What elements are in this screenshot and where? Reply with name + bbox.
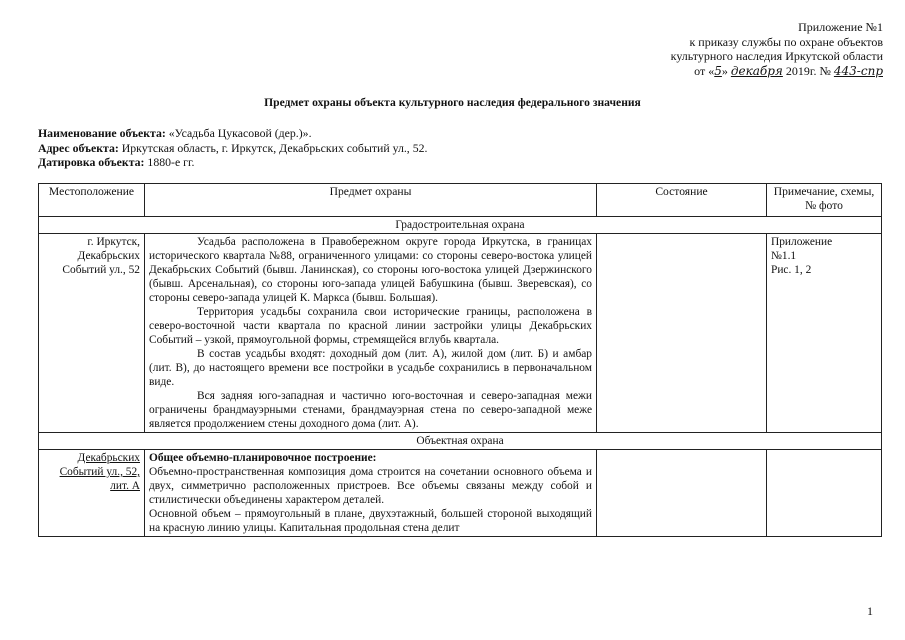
subject-cell — [145, 234, 597, 433]
subject-paragraph: Вся задняя юго-западная и частично юго-восточная и северо-западная межи ограничены брандмауэрными стенами, брандмауэрная стена по северо-западной меже является продолжением стены доходного дома (лит. А). — [149, 390, 592, 430]
handwritten-month: декабря — [730, 63, 783, 78]
state-cell — [597, 450, 767, 537]
protection-subject-table — [38, 183, 882, 537]
subject-paragraph: В состав усадьбы входят: доходный дом (лит. А), жилой дом (лит. Б) и амбар (лит. В), до настоящего времени все постройки в усадьбе сохранились в первоначальном виде. — [149, 348, 592, 388]
header-subject: Предмет охраны — [145, 184, 597, 217]
note-cell — [767, 450, 882, 537]
object-dating-line: Датировка объекта: 1880-е гг. — [38, 155, 195, 169]
note-cell: Приложение №1.1 Рис. 1, 2 — [767, 234, 882, 433]
handwritten-day: 5 — [714, 63, 722, 78]
appendix-date-line: от «5» декабря 2019г. № 443-спр — [694, 63, 883, 78]
table-row — [39, 234, 882, 433]
subject-paragraph: Усадьба расположена в Правобережном округе города Иркутска, в границах исторического квартала №88, ограниченного улицами: со стороны северо-востока улицей Декабрьских Событий (бывш. Ланинская), со стороны юго-востока улицей Дзержинского (бывш. Арсенальная), со стороны юго-запада улицей Бабушкина (бывш. Зверевская), со стороны северо-запада улицей К. Маркса (бывш. Большая). — [149, 236, 592, 304]
subject-heading: Общее объемно-планировочное построение: — [149, 452, 377, 464]
section-title-urban: Градостроительная охрана — [39, 217, 882, 234]
header-note: Примечание, схемы, № фото — [767, 184, 882, 217]
header-location: Местоположение — [39, 184, 145, 217]
location-cell: Декабрьских Событий ул., 52, лит. А — [39, 450, 145, 537]
state-cell — [597, 234, 767, 433]
appendix-header — [623, 20, 883, 78]
document-title: Предмет охраны объекта культурного наследия федерального значения — [264, 96, 641, 109]
page-number: 1 — [867, 604, 873, 618]
appendix-order-line: к приказу службы по охране объектов — [689, 34, 883, 49]
object-address-line: Адрес объекта: Иркутская область, г. Иркутск, Декабрьских событий ул., 52. — [38, 140, 428, 155]
subject-paragraph: Основной объем – прямоугольный в плане, двухэтажный, большей стороной выходящий на красную линию улицы. Капитальная продольная стена делит — [149, 508, 592, 534]
section-title-object: Объектная охрана — [39, 433, 882, 450]
subject-cell — [145, 450, 597, 537]
subject-paragraph: Объемно-пространственная композиция дома строится на сочетании основного объема и двух, симметрично расположенных пристроев. Все объемы связаны между собой и стилистически объединены характером деталей. — [149, 466, 592, 506]
table-header-row — [39, 184, 882, 217]
object-info — [38, 126, 427, 170]
section-row-urban — [39, 217, 882, 234]
section-row-object — [39, 433, 882, 450]
handwritten-order-number: 443-спр — [833, 63, 883, 78]
object-name-line: Наименование объекта: «Усадьба Цукасовой (дер.)». — [38, 126, 312, 140]
table-row — [39, 450, 882, 537]
subject-paragraph: Территория усадьбы сохранила свои исторические границы, расположена в северо-восточной части квартала по красной линии застройки улицы Декабрьских Событий – узкой, прямоугольной формы, стремящейся вглубь квартала. — [149, 306, 592, 346]
appendix-title: Приложение №1 — [798, 20, 883, 34]
location-cell: г. Иркутск, Декабрьских Событий ул., 52 — [39, 234, 145, 433]
appendix-authority-line: культурного наследия Иркутской области — [670, 49, 883, 63]
header-state: Состояние — [597, 184, 767, 217]
